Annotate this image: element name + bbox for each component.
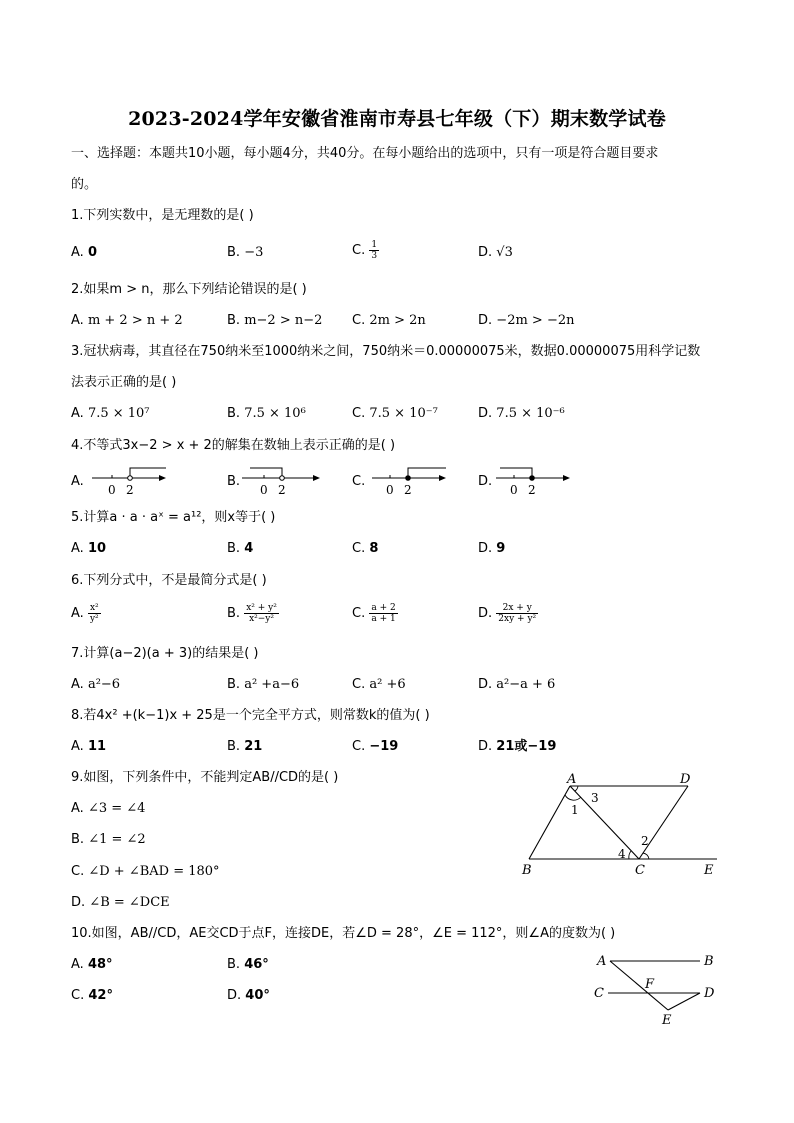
option-value: 2m > 2n [369, 313, 426, 328]
option-label: A. [71, 957, 84, 972]
q7-stem: 7.计算(a−2)(a + 3)的结果是( ) [71, 646, 259, 661]
numerator: 2x + y [496, 603, 538, 614]
q3-stem-line2: 法表示正确的是( ) [71, 375, 177, 390]
angle-label-1: 1 [571, 803, 579, 817]
option-label: C. [71, 864, 85, 879]
q10-figure [588, 948, 723, 1026]
option-label: B. [227, 313, 241, 328]
option-label: D. [478, 313, 493, 328]
q4-option-b-label: B. [227, 474, 241, 489]
option-label: A. [71, 606, 84, 621]
option-label: B. [227, 957, 241, 972]
option-label: D. [71, 895, 86, 910]
option-value: 21或−19 [496, 739, 557, 754]
q6-option-a [71, 603, 101, 624]
q4-numberline-a [88, 464, 170, 496]
q9-figure [515, 766, 725, 882]
q2-option-d [478, 313, 574, 329]
option-label: B. [227, 739, 241, 754]
point-label-d: D [680, 772, 691, 787]
option-label: A. [71, 739, 84, 754]
q10-option-a [71, 957, 113, 973]
q3-option-a [71, 406, 150, 422]
denominator: a + 1 [371, 614, 396, 624]
tick-label-0: 0 [386, 483, 394, 496]
option-value: 7.5 × 10⁻⁶ [496, 406, 565, 421]
point-label-e: E [662, 1013, 672, 1026]
option-label: C. [352, 406, 366, 421]
point-label-a: A [567, 772, 577, 787]
numerator: 1 [371, 240, 378, 250]
q5-option-d [478, 541, 505, 557]
q7-option-d [478, 677, 555, 693]
q8-option-a [71, 739, 106, 755]
option-value: a² +6 [369, 677, 406, 692]
q5-option-c [352, 541, 378, 557]
angle-label-4: 4 [618, 847, 626, 861]
section-heading-line2: 的。 [71, 177, 98, 192]
point-label-e: E [704, 863, 714, 878]
denominator: 2xy + y² [498, 614, 537, 624]
option-label: C. [352, 606, 366, 621]
point-label-d: D [704, 986, 715, 1001]
option-value: m + 2 > n + 2 [87, 313, 183, 328]
q9-option-a [71, 801, 145, 817]
option-label: A. [71, 677, 84, 692]
tick-label-2: 2 [404, 483, 412, 496]
q7-option-b [227, 677, 299, 693]
option-label: A. [71, 541, 84, 556]
page-title: 2023-2024学年安徽省淮南市寿县七年级（下）期末数学试卷 [128, 108, 666, 130]
q6-option-d [478, 603, 538, 624]
angle-label-3: 3 [591, 791, 599, 805]
q9-stem: 9.如图，下列条件中，不能判定AB//CD的是( ) [71, 770, 339, 785]
option-label: D. [478, 677, 493, 692]
tick-label-2: 2 [126, 483, 134, 496]
option-label: B. [71, 832, 85, 847]
option-label: D. [478, 606, 493, 621]
option-value: 21 [244, 739, 263, 754]
q8-option-c [352, 739, 398, 755]
option-label: C. [71, 988, 85, 1003]
option-value: a² +a−6 [244, 677, 300, 692]
q2-option-c [352, 313, 426, 329]
point-label-c: C [635, 863, 645, 878]
q3-stem-line1: 3.冠状病毒，其直径在750纳米至1000纳米之间，750纳米＝0.00000075米，数据0.00000075用科学记数 [71, 344, 701, 359]
point-label-a: A [597, 954, 607, 969]
denominator: y² [89, 614, 99, 624]
tick-label-0: 0 [510, 483, 518, 496]
option-value: 7.5 × 10⁻⁷ [369, 406, 438, 421]
option-value: 9 [496, 541, 506, 556]
option-value: 46° [244, 957, 269, 972]
q1-stem: 1.下列实数中，是无理数的是( ) [71, 208, 254, 223]
q4-stem: 4.不等式3x−2 > x + 2的解集在数轴上表示正确的是( ) [71, 438, 396, 453]
option-value: 11 [87, 739, 107, 754]
q4-option-c-label: C. [352, 474, 366, 489]
option-label: A. [71, 801, 84, 816]
option-value: 40° [245, 988, 270, 1003]
q2-option-b [227, 313, 322, 329]
q10-option-b [227, 957, 269, 973]
point-label-c: C [594, 986, 604, 1001]
option-label: B. [227, 406, 241, 421]
q6-option-b [227, 603, 279, 624]
q10-stem: 10.如图，AB//CD，AE交CD于点F，连接DE，若∠D = 28°，∠E = 112°，则∠A的度数为( ) [71, 926, 616, 941]
option-label: D. [478, 739, 493, 754]
q4-option-a-label: A. [71, 474, 84, 489]
option-label: B. [227, 606, 241, 621]
numerator: x² + y² [246, 603, 277, 613]
option-label: D. [227, 988, 242, 1003]
q2-option-a [71, 313, 183, 329]
q7-option-a [71, 677, 120, 693]
option-label: D. [478, 245, 493, 260]
q4-numberline-c [368, 464, 450, 496]
q5-option-a [71, 541, 106, 557]
fraction [369, 240, 379, 261]
option-value: 0 [87, 245, 97, 260]
q2-stem: 2.如果m > n，那么下列结论错误的是( ) [71, 282, 307, 297]
q9-option-b [71, 832, 146, 848]
q1-option-b [227, 245, 263, 261]
option-value: a²−6 [87, 677, 121, 692]
q1-option-c [352, 240, 379, 261]
option-value: 8 [369, 541, 379, 556]
denominator: 3 [371, 251, 378, 261]
q9-option-c [71, 864, 220, 880]
q1-option-d [478, 245, 513, 261]
option-label: B. [227, 541, 241, 556]
option-label: B. [227, 677, 241, 692]
option-value: 7.5 × 10⁶ [244, 406, 306, 421]
fraction [369, 603, 397, 624]
q3-option-c [352, 406, 438, 422]
q4-option-d-label: D. [478, 474, 493, 489]
option-value: m−2 > n−2 [244, 313, 323, 328]
option-value: −19 [369, 739, 399, 754]
q10-option-c [71, 988, 113, 1004]
denominator: x²−y² [249, 614, 274, 624]
option-value: 7.5 × 10⁷ [87, 406, 150, 421]
option-value: −2m > −2n [496, 313, 575, 328]
q9-option-d [71, 895, 170, 911]
option-value: −3 [244, 245, 264, 260]
option-value: 10 [87, 541, 107, 556]
tick-label-0: 0 [260, 483, 268, 496]
option-label: D. [478, 406, 493, 421]
option-label: A. [71, 313, 84, 328]
option-value: 4 [244, 541, 254, 556]
fraction [88, 603, 101, 624]
option-label: C. [352, 313, 366, 328]
fraction [244, 603, 279, 624]
numerator: a + 2 [371, 603, 396, 613]
numerator: x² [88, 603, 101, 614]
q4-numberline-b [238, 464, 324, 496]
option-value: ∠1 = ∠2 [88, 832, 146, 847]
q8-option-d [478, 739, 556, 755]
option-value: ∠3 = ∠4 [87, 801, 146, 816]
option-label: D. [478, 541, 493, 556]
option-label: C. [352, 677, 366, 692]
option-value: 48° [87, 957, 113, 972]
option-label: C. [352, 541, 366, 556]
tick-label-0: 0 [108, 483, 116, 496]
tick-label-2: 2 [528, 483, 536, 496]
q3-option-b [227, 406, 306, 422]
angle-label-2: 2 [641, 834, 649, 848]
q6-stem: 6.下列分式中，不是最简分式是( ) [71, 573, 267, 588]
q7-option-c [352, 677, 406, 693]
point-label-b: B [522, 863, 532, 878]
q3-option-d [478, 406, 565, 422]
option-label: C. [352, 243, 366, 258]
option-value: ∠D + ∠BAD = 180° [88, 864, 220, 879]
fraction [496, 603, 538, 624]
option-label: A. [71, 245, 84, 260]
option-label: C. [352, 739, 366, 754]
q8-stem: 8.若4x² +(k−1)x + 25是一个完全平方式，则常数k的值为( ) [71, 708, 430, 723]
tick-label-2: 2 [278, 483, 286, 496]
q1-option-a [71, 245, 97, 261]
q6-option-c [352, 603, 398, 624]
q4-numberline-d [492, 464, 574, 496]
q10-option-d [227, 988, 270, 1004]
point-label-f: F [645, 977, 655, 992]
q5-option-b [227, 541, 253, 557]
q8-option-b [227, 739, 262, 755]
option-value: a²−a + 6 [496, 677, 556, 692]
section-heading-line1: 一、选择题：本题共10小题，每小题4分，共40分。在每小题给出的选项中，只有一项是符合题目要求 [71, 146, 659, 161]
option-label: B. [227, 245, 241, 260]
option-value: √3 [496, 245, 513, 260]
option-value: ∠B = ∠DCE [89, 895, 170, 910]
option-label: A. [71, 406, 84, 421]
option-value: 42° [88, 988, 113, 1003]
q5-stem: 5.计算a · a · aˣ = a¹²，则x等于( ) [71, 510, 276, 525]
point-label-b: B [704, 954, 714, 969]
